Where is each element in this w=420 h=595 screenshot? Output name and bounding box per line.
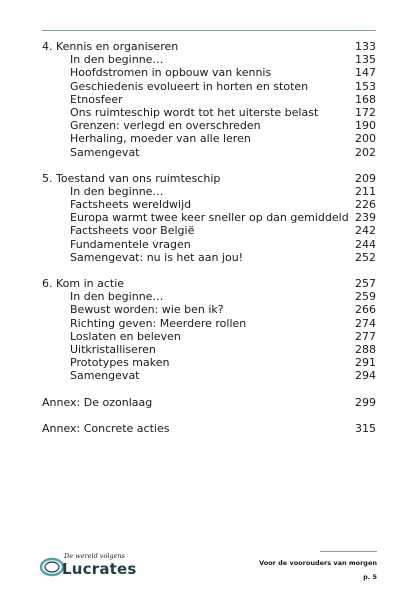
toc-annex[interactable] [42, 422, 376, 435]
toc-page-number: 202 [355, 145, 376, 159]
toc-section[interactable] [42, 40, 376, 53]
toc-entry-title: Geschiedenis evolueert in horten en stoten [70, 79, 309, 93]
toc-page-number: 257 [355, 277, 376, 290]
logo-tagline: De wereld volgens [64, 552, 125, 560]
toc-entry-title: Herhaling, moeder van alle leren [70, 132, 251, 146]
toc-page-number: 190 [355, 119, 376, 133]
toc-entry[interactable] [42, 198, 376, 211]
toc-section-title: Annex: De ozonlaag [42, 395, 153, 409]
toc-entry[interactable] [42, 146, 376, 159]
toc-page-number: 147 [355, 66, 376, 80]
toc-page-number: 277 [355, 329, 376, 343]
toc-entry[interactable] [42, 356, 376, 369]
toc-entry-title: In den beginne… [70, 290, 164, 304]
toc-section[interactable] [42, 277, 376, 290]
section-spacer [42, 383, 376, 396]
toc-page-number: 274 [355, 316, 376, 330]
toc-entry-title: Samengevat [70, 369, 140, 383]
toc-entry[interactable] [42, 80, 376, 93]
toc-page-number: 133 [355, 40, 376, 53]
toc-page-number: 168 [355, 92, 376, 106]
toc-page-number: 244 [355, 237, 376, 251]
toc-page-number: 239 [355, 211, 376, 225]
toc-page-number: 135 [355, 53, 376, 67]
toc-entry-title: Hoofdstromen in opbouw van kennis [70, 66, 272, 80]
toc-entry-title: Samengevat: nu is het aan jou! [70, 250, 244, 264]
toc-entry-title: Samengevat [70, 145, 140, 159]
toc-section-title: Annex: Concrete acties [42, 421, 170, 435]
toc-entry-title: Prototypes maken [70, 356, 170, 370]
toc-page-number: 299 [355, 395, 376, 409]
toc-entry[interactable] [42, 303, 376, 316]
toc-page-number: 259 [355, 290, 376, 304]
toc-page-number: 242 [355, 224, 376, 238]
toc-entry[interactable] [42, 53, 376, 66]
toc-entry-title: Bewust worden: wie ben ik? [70, 303, 224, 317]
toc-entry[interactable] [42, 66, 376, 79]
toc-entry-title: Grenzen: verlegd en overschreden [70, 119, 261, 133]
toc-page-number: 172 [355, 105, 376, 119]
page-number: p. 5 [363, 573, 377, 581]
toc-page-number: 153 [355, 79, 376, 93]
logo-brand: Lucrates [62, 560, 137, 578]
toc-entry[interactable] [42, 330, 376, 343]
toc-entry[interactable] [42, 369, 376, 382]
toc-annex[interactable] [42, 396, 376, 409]
toc-entry-title: Ons ruimteschip wordt tot het uiterste belast [70, 105, 319, 119]
toc-entry[interactable] [42, 251, 376, 264]
toc-entry[interactable] [42, 93, 376, 106]
toc-page-number: 226 [355, 198, 376, 212]
toc-section-title: 4. Kennis en organiseren [42, 40, 179, 53]
toc-page-number: 291 [355, 356, 376, 370]
toc-page-number: 294 [355, 369, 376, 383]
toc-entry-title: In den beginne… [70, 53, 164, 67]
toc-page-number: 209 [355, 171, 376, 185]
toc-entry-title: In den beginne… [70, 184, 164, 198]
toc-section-title: 6. Kom in actie [42, 277, 125, 290]
toc-entry[interactable] [42, 119, 376, 132]
toc-entry-title: Europa warmt twee keer sneller op dan gemiddeld [70, 211, 349, 225]
table-of-contents [42, 40, 376, 435]
toc-entry[interactable] [42, 343, 376, 356]
toc-entry-title: Etnosfeer [70, 92, 123, 106]
toc-section[interactable] [42, 172, 376, 185]
toc-entry-title: Fundamentele vragen [70, 237, 191, 251]
toc-page-number: 315 [355, 421, 376, 435]
toc-page-number: 288 [355, 342, 376, 356]
toc-entry[interactable] [42, 185, 376, 198]
toc-entry-title: Factsheets voor België [70, 224, 195, 238]
footer-divider [320, 551, 377, 552]
toc-page-number: 266 [355, 303, 376, 317]
toc-entry-title: Uitkristalliseren [70, 342, 156, 356]
lucrates-logo [40, 552, 140, 578]
toc-entry[interactable] [42, 106, 376, 119]
toc-entry[interactable] [42, 211, 376, 224]
section-spacer [42, 264, 376, 277]
toc-entry[interactable] [42, 290, 376, 303]
section-spacer [42, 409, 376, 422]
toc-entry-title: Richting geven: Meerdere rollen [70, 316, 247, 330]
toc-page-number: 252 [355, 250, 376, 264]
section-spacer [42, 159, 376, 172]
toc-entry[interactable] [42, 132, 376, 145]
footer-title: Voor de voorouders van morgen [259, 559, 377, 567]
top-divider [42, 30, 376, 31]
toc-entry-title: Factsheets wereldwijd [70, 198, 192, 212]
toc-entry[interactable] [42, 317, 376, 330]
toc-page-number: 200 [355, 132, 376, 146]
toc-entry-title: Loslaten en beleven [70, 329, 181, 343]
toc-entry[interactable] [42, 224, 376, 237]
toc-entry[interactable] [42, 238, 376, 251]
toc-section-title: 5. Toestand van ons ruimteschip [42, 171, 221, 185]
toc-page-number: 211 [355, 184, 376, 198]
